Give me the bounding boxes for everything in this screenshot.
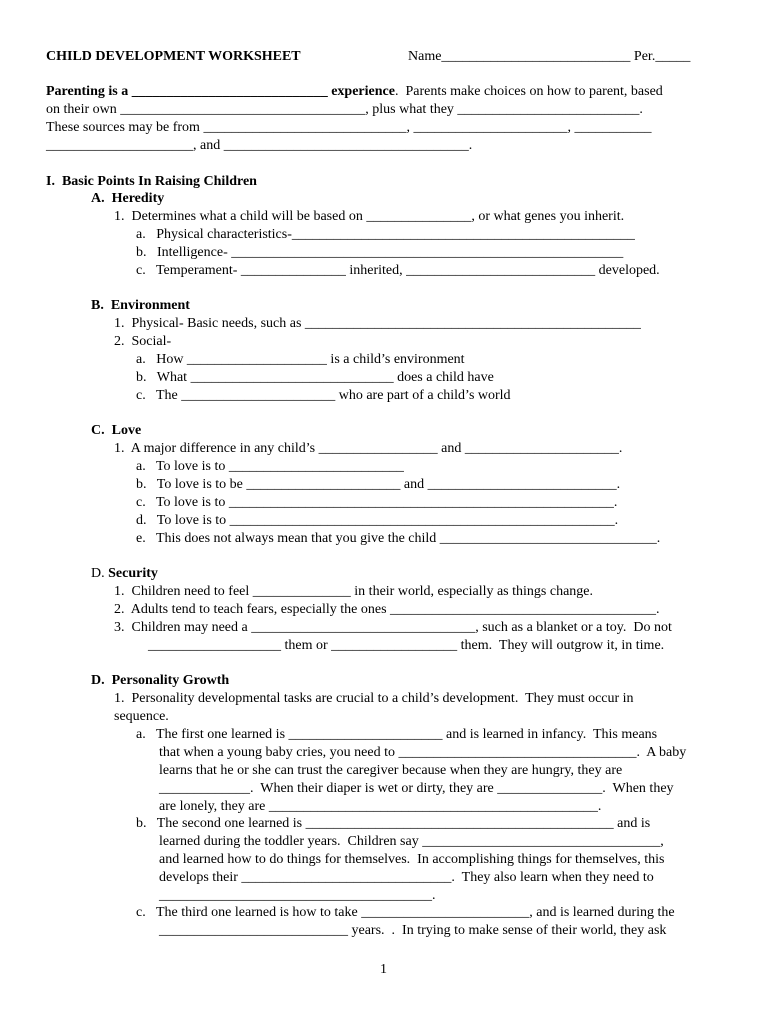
personality-item-1a-line-4: _____________. When their diaper is wet or dirty, they are _______________. When they <box>159 781 674 796</box>
love-item-1b: b. To love is to be ______________________ and ___________________________. <box>136 477 621 492</box>
personality-item-1b-line-1: b. The second one learned is ____________________________________________ and is <box>136 816 651 831</box>
personality-item-1a-line-1: a. The first one learned is ______________________ and is learned in infancy. This means <box>136 727 658 742</box>
personality-item-1-cont: sequence. <box>114 709 169 724</box>
security-item-1: 1. Children need to feel ______________ in their world, especially as things change. <box>114 584 594 599</box>
environment-item-2b: b. What _____________________________ does a child have <box>136 370 494 385</box>
page-number: 1 <box>380 962 387 977</box>
security-item-2: 2. Adults tend to teach fears, especially the ones ______________________________________. <box>114 602 660 617</box>
security-heading <box>91 565 158 582</box>
personality-item-1b-line-5: _______________________________________. <box>159 888 436 903</box>
name-period-field[interactable]: Name___________________________ Per._____ <box>408 49 691 64</box>
section-1-title: I. Basic Points In Raising Children <box>46 174 257 189</box>
environment-item-2c: c. The ______________________ who are part of a child’s world <box>136 388 511 403</box>
personality-item-1a-line-3: learns that he or she can trust the caregiver because when they are hungry, they are <box>159 763 623 778</box>
personality-heading: D. Personality Growth <box>91 673 230 688</box>
environment-item-1: 1. Physical- Basic needs, such as ________________________________________________ <box>114 316 641 331</box>
heredity-item-1a: a. Physical characteristics-_________________________________________________ <box>136 227 635 242</box>
intro-line-2: on their own ___________________________________, plus what they __________________________. <box>46 102 643 117</box>
personality-item-1c-line-2: ___________________________ years. . In trying to make sense of their world, they ask <box>159 923 667 938</box>
personality-item-1b-line-3: and learned how to do things for themselves. In accomplishing things for themselves, this <box>159 852 665 867</box>
security-item-3-cont: ___________________ them or __________________ them. They will outgrow it, in time. <box>148 638 665 653</box>
security-label: D. <box>91 566 109 581</box>
personality-item-1a-line-2: that when a young baby cries, you need to __________________________________. A baby <box>159 745 687 760</box>
intro-bold: Parenting is a ____________________________ experience <box>46 84 395 99</box>
environment-heading: B. Environment <box>91 298 190 313</box>
heredity-item-1b: b. Intelligence- ________________________________________________________ <box>136 245 624 260</box>
love-heading: C. Love <box>91 423 142 438</box>
security-title: Security <box>108 566 158 581</box>
love-item-1c: c. To love is to _______________________________________________________. <box>136 495 618 510</box>
heredity-item-1: 1. Determines what a child will be based on _______________, or what genes you inherit. <box>114 209 625 224</box>
personality-item-1: 1. Personality developmental tasks are crucial to a child’s development. They must occur in <box>114 691 634 706</box>
love-item-1d: d. To love is to _______________________________________________________. <box>136 513 619 528</box>
intro-line-4: _____________________, and ___________________________________. <box>46 138 473 153</box>
personality-item-1b-line-2: learned during the toddler years. Children say __________________________________, <box>159 834 664 849</box>
security-item-3: 3. Children may need a ________________________________, such as a blanket or a toy. Do not <box>114 620 672 635</box>
heredity-heading: A. Heredity <box>91 191 165 206</box>
intro-line-1-rest: . Parents make choices on how to parent, based <box>394 84 663 99</box>
heredity-item-1c: c. Temperament- _______________ inherited, ___________________________ developed. <box>136 263 660 278</box>
environment-item-2: 2. Social- <box>114 334 172 349</box>
worksheet-title: CHILD DEVELOPMENT WORKSHEET <box>46 49 301 64</box>
intro-line-1 <box>46 83 663 100</box>
personality-item-1b-line-4: develops their ______________________________. They also learn when they need to <box>159 870 654 885</box>
environment-item-2a: a. How ____________________ is a child’s environment <box>136 352 465 367</box>
love-item-1: 1. A major difference in any child’s _________________ and ______________________. <box>114 441 623 456</box>
intro-line-3: These sources may be from _____________________________, ______________________, ___________ <box>46 120 652 135</box>
love-item-1e: e. This does not always mean that you give the child _______________________________. <box>136 531 661 546</box>
personality-item-1c-line-1: c. The third one learned is how to take ________________________, and is learned during the <box>136 905 675 920</box>
love-item-1a: a. To love is to _________________________ <box>136 459 404 474</box>
personality-item-1a-line-5: are lonely, they are _______________________________________________. <box>159 799 602 814</box>
